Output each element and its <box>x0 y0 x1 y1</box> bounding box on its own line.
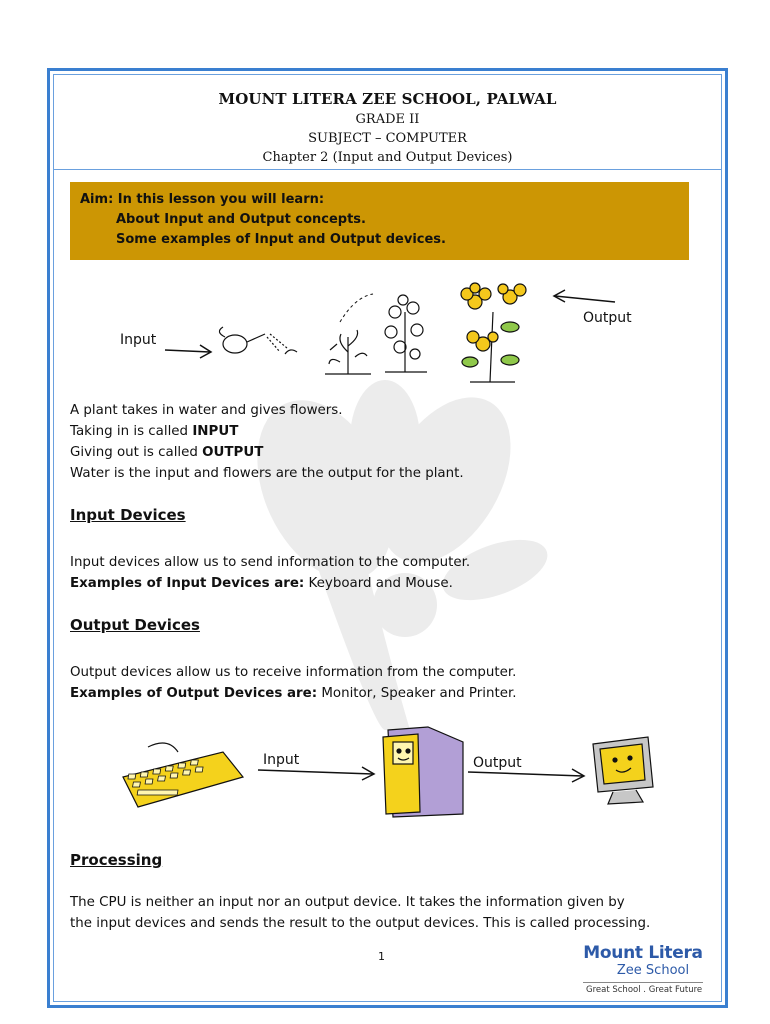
examples-label: Examples of Input Devices are: <box>70 576 305 591</box>
plant-output-label: Output <box>583 310 632 326</box>
device-output-label: Output <box>473 755 522 771</box>
aim-item: About Input and Output concepts. <box>116 212 366 227</box>
plant-explanation <box>70 400 464 484</box>
plant-input-label: Input <box>120 332 157 348</box>
input-arrow <box>165 345 211 358</box>
plant-line-text: Taking in is called <box>70 424 193 439</box>
growth-arrow <box>340 294 373 322</box>
subject-label: SUBJECT – COMPUTER <box>308 131 467 146</box>
processing-line: the input devices and sends the result to the output devices. This is called processing. <box>70 916 651 931</box>
watering-can-icon <box>219 327 297 354</box>
processing-heading: Processing <box>70 851 163 869</box>
input-devices-text <box>70 552 470 594</box>
plant-line-text: Giving out is called <box>70 445 203 460</box>
device-input-label: Input <box>263 752 300 768</box>
plant-line: A plant takes in water and gives flowers. <box>70 403 343 418</box>
output-devices-examples <box>70 683 517 704</box>
logo-tagline: Great School . Great Future <box>583 982 703 995</box>
examples-value: Monitor, Speaker and Printer. <box>317 686 517 701</box>
output-term: OUTPUT <box>202 445 264 460</box>
header-divider <box>53 169 722 170</box>
plant-line <box>70 421 464 442</box>
plant-line <box>70 442 464 463</box>
chapter-title: Chapter 2 (Input and Output Devices) <box>262 150 513 165</box>
grade-label: GRADE II <box>355 112 420 127</box>
plant-line: Water is the input and flowers are the output for the plant. <box>70 466 464 481</box>
input-term: INPUT <box>192 424 239 439</box>
input-devices-heading: Input Devices <box>70 506 186 524</box>
output-devices-heading: Output Devices <box>70 616 200 634</box>
seedling-icon <box>325 330 371 374</box>
examples-label: Examples of Output Devices are: <box>70 686 318 701</box>
leafy-plant-icon <box>385 295 427 372</box>
document-header <box>53 88 722 167</box>
input-devices-examples <box>70 573 470 594</box>
keyboard-icon <box>123 743 243 807</box>
cpu-icon <box>383 727 463 817</box>
input-arrow <box>258 767 374 780</box>
output-devices-description: Output devices allow us to receive information from the computer. <box>70 665 517 680</box>
flower-plant-icon <box>461 283 526 382</box>
input-devices-description: Input devices allow us to send information to the computer. <box>70 555 471 570</box>
logo-line1: Mount Litera <box>583 943 703 963</box>
school-logo <box>583 944 703 995</box>
aim-intro: Aim: In this lesson you will learn: <box>80 192 325 207</box>
device-flow-illustration <box>118 722 668 822</box>
aim-box <box>70 182 689 260</box>
processing-text <box>70 892 650 934</box>
page-number: 1 <box>378 950 385 963</box>
examples-value: Keyboard and Mouse. <box>304 576 453 591</box>
aim-item: Some examples of Input and Output devices. <box>116 232 446 247</box>
plant-input-output-illustration <box>115 282 660 392</box>
output-arrow <box>554 290 615 302</box>
school-name: MOUNT LITERA ZEE SCHOOL, PALWAL <box>218 90 557 108</box>
output-devices-text <box>70 662 517 704</box>
logo-line2: Zee School <box>616 963 690 978</box>
monitor-icon <box>593 737 653 804</box>
processing-line: The CPU is neither an input nor an output device. It takes the information given by <box>70 895 625 910</box>
